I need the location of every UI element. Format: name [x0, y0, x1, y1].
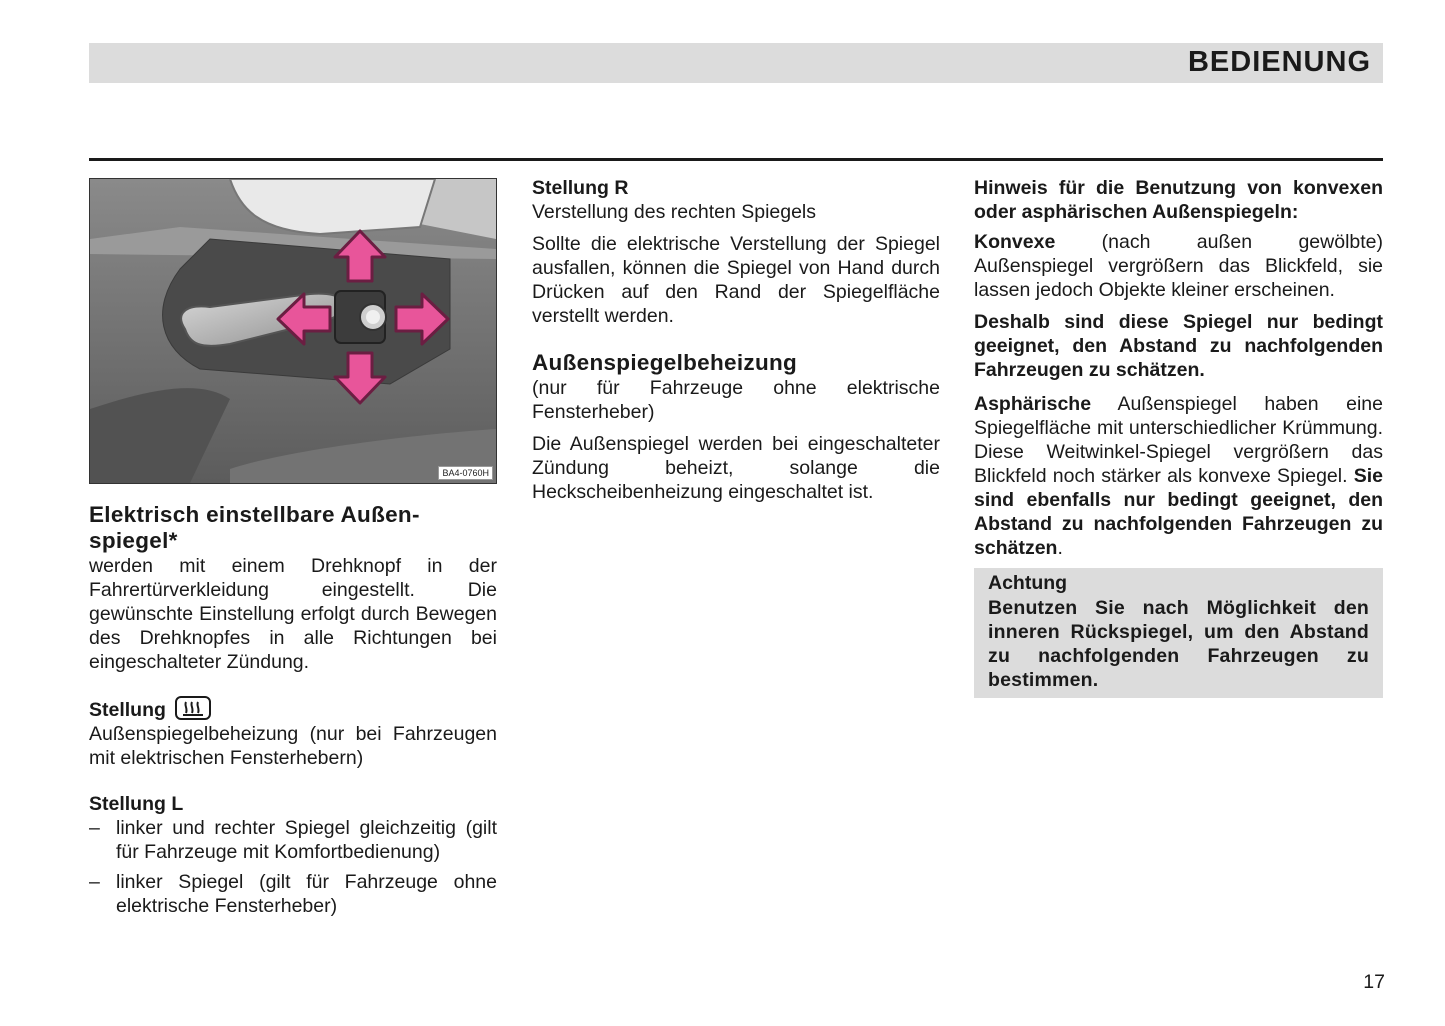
- stellung-r-subtitle: Verstellung des rechten Spiegels: [532, 201, 817, 223]
- list-dash: –: [89, 817, 100, 839]
- stellung-heat-text: Außenspiegelbeheizung (nur bei Fahrzeugen mit elektrischen Fensterhebern): [89, 723, 497, 769]
- list-item-text: linker und rechter Spiegel gleichzeitig (gilt für Fahrzeuge mit Komfortbedienung): [116, 817, 497, 863]
- stellung-heat-heading: [89, 696, 497, 722]
- intro-paragraph: werden mit einem Drehknopf in der Fahrertürverkleidung eingestellt. Die gewünschte Einstellung erfolgt durch Bewegen des Drehknopfes in alle Richtungen bei eingeschalteter Zündung.: [89, 555, 497, 673]
- aspharische-text: Außenspiegel haben eine Spiegelfläche mit unterschiedlicher Krümmung. Diese Weitwinkel-Spiegel vergrößern das Blickfeld noch stärker als konvexe Spiegel.: [974, 393, 1383, 487]
- list-item: [89, 870, 497, 918]
- rear-window-heating-icon: [175, 696, 211, 720]
- stellung-heat-label: Stellung: [89, 699, 166, 721]
- heating-subtitle: (nur für Fahrzeuge ohne elektrische Fensterheber): [532, 377, 940, 423]
- warning-text: Benutzen Sie nach Möglichkeit den inneren Rückspiegel, um den Abstand zu nachfolgenden Fahrzeugen zu bestimmen.: [988, 597, 1369, 691]
- konvexe-label: Konvexe: [974, 231, 1056, 253]
- column-middle: [532, 172, 940, 504]
- warning-box: [974, 568, 1383, 698]
- page-number: 17: [1363, 971, 1385, 993]
- aspharische-end: .: [1057, 537, 1063, 559]
- list-dash: –: [89, 871, 100, 893]
- stellung-l-heading: Stellung L: [89, 793, 184, 815]
- mirror-control-illustration: [89, 178, 497, 484]
- section-heading-mirrors: Elektrisch einstellbare Außen-spiegel*: [89, 502, 420, 553]
- heating-heading: Außenspiegelbeheizung: [532, 350, 798, 375]
- warning-title: Achtung: [988, 572, 1068, 594]
- stellung-r-heading: Stellung R: [532, 177, 629, 199]
- figure-code: BA4-0760H: [438, 466, 493, 480]
- column-left: [89, 172, 497, 918]
- aspharische-paragraph: [974, 392, 1383, 560]
- konvexe-text: (nach außen gewölbte) Außenspiegel vergrößern das Blickfeld, sie lassen jedoch Objekte kleiner erscheinen.: [974, 231, 1383, 301]
- column-right: [974, 172, 1383, 698]
- aspharische-label: Asphärische: [974, 393, 1092, 415]
- aspharische-bold: Sie sind ebenfalls nur bedingt geeignet, den Abstand zu nachfolgenden Fahrzeugen zu schätzen: [974, 465, 1383, 559]
- note-heading: Hinweis für die Benutzung von konvexen oder asphärischen Außenspiegeln:: [974, 177, 1383, 223]
- header-rule: [89, 158, 1383, 161]
- stellung-r-text: Sollte die elektrische Verstellung der Spiegel ausfallen, können die Spiegel von Hand durch Drücken auf den Rand der Spiegelfläche verstellt werden.: [532, 233, 940, 327]
- page-header: [89, 43, 1383, 83]
- door-panel-drawing: [90, 179, 496, 483]
- konvexe-paragraph: [974, 230, 1383, 302]
- list-item-text: linker Spiegel (gilt für Fahrzeuge ohne elektrische Fensterheber): [116, 871, 497, 917]
- list-item: [89, 816, 497, 864]
- heating-text: Die Außenspiegel werden bei eingeschalteter Zündung beheizt, solange die Heckscheibenheizung eingeschaltet ist.: [532, 433, 940, 503]
- deshalb-paragraph: Deshalb sind diese Spiegel nur bedingt geeignet, den Abstand zu nachfolgenden Fahrzeugen zu schätzen.: [974, 311, 1383, 381]
- section-title: BEDIENUNG: [1187, 46, 1371, 78]
